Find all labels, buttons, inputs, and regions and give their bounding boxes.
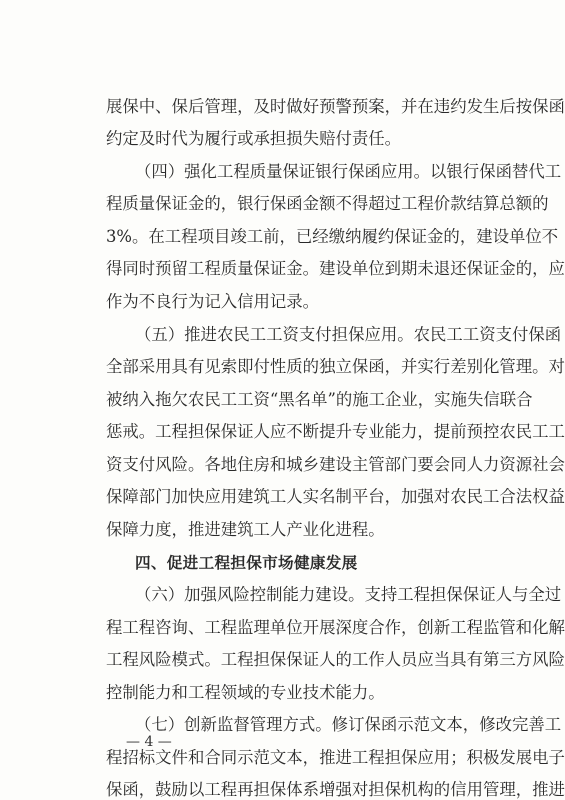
paragraph-line: 资支付风险。各地住房和城乡建设主管部门要会同人力资源社会: [106, 455, 565, 474]
paragraph-line: 约定及时代为履行或承担损失赔付责任。: [106, 129, 402, 148]
paragraph-line: 保障力度，推进建筑工人产业化进程。: [106, 520, 385, 539]
paragraph-line: （五）推进农民工工资支付担保应用。农民工工资支付保函: [135, 325, 562, 344]
paragraph-line: 工程风险模式。工程担保保证人的工作人员应当具有第三方风险: [106, 650, 565, 669]
paragraph-line: （六）加强风险控制能力建设。支持工程担保保证人与全过: [135, 585, 562, 604]
section-heading: 四、促进工程担保市场健康发展: [135, 554, 358, 572]
paragraph-line: 保障部门加快应用建筑工人实名制平台，加强对农民工合法权益: [106, 487, 565, 506]
paragraph-line: 作为不良行为记入信用记录。: [106, 292, 320, 311]
paragraph-line: 程招标文件和合同示范文本，推进工程担保应用；积极发展电子: [106, 748, 565, 767]
paragraph-line: 程质量保证金的，银行保函金额不得超过工程价款结算总额的: [106, 194, 549, 213]
page-number: — 4 —: [126, 734, 172, 750]
paragraph-line: 程工程咨询、工程监理单位开展深度合作，创新工程监管和化解: [106, 618, 565, 637]
paragraph-line: 展保中、保后管理，及时做好预警预案，并在违约发生后按保函: [106, 97, 565, 116]
paragraph-line: 得同时预留工程质量保证金。建设单位到期未退还保证金的，应: [106, 259, 565, 278]
paragraph-line: （四）强化工程质量保证银行保函应用。以银行保函替代工: [135, 162, 562, 181]
paragraph-line: 被纳入拖欠农民工工资“黑名单”的施工企业，实施失信联合: [106, 390, 533, 409]
paragraph-line: 保函，鼓励以工程再担保体系增强对担保机构的信用管理，推进: [106, 780, 565, 799]
paragraph-line: （七）创新监督管理方式。修订保函示范文本，修改完善工: [135, 715, 562, 734]
paragraph-line: 全部采用具有见索即付性质的独立保函，并实行差别化管理。对: [106, 357, 565, 376]
paragraph-line: 惩戒。工程担保保证人应不断提升专业能力，提前预控农民工工: [106, 422, 565, 441]
paragraph-line: 控制能力和工程领域的专业技术能力。: [106, 683, 385, 702]
paragraph-line: 3%。在工程项目竣工前，已经缴纳履约保证金的，建设单位不: [106, 227, 559, 246]
